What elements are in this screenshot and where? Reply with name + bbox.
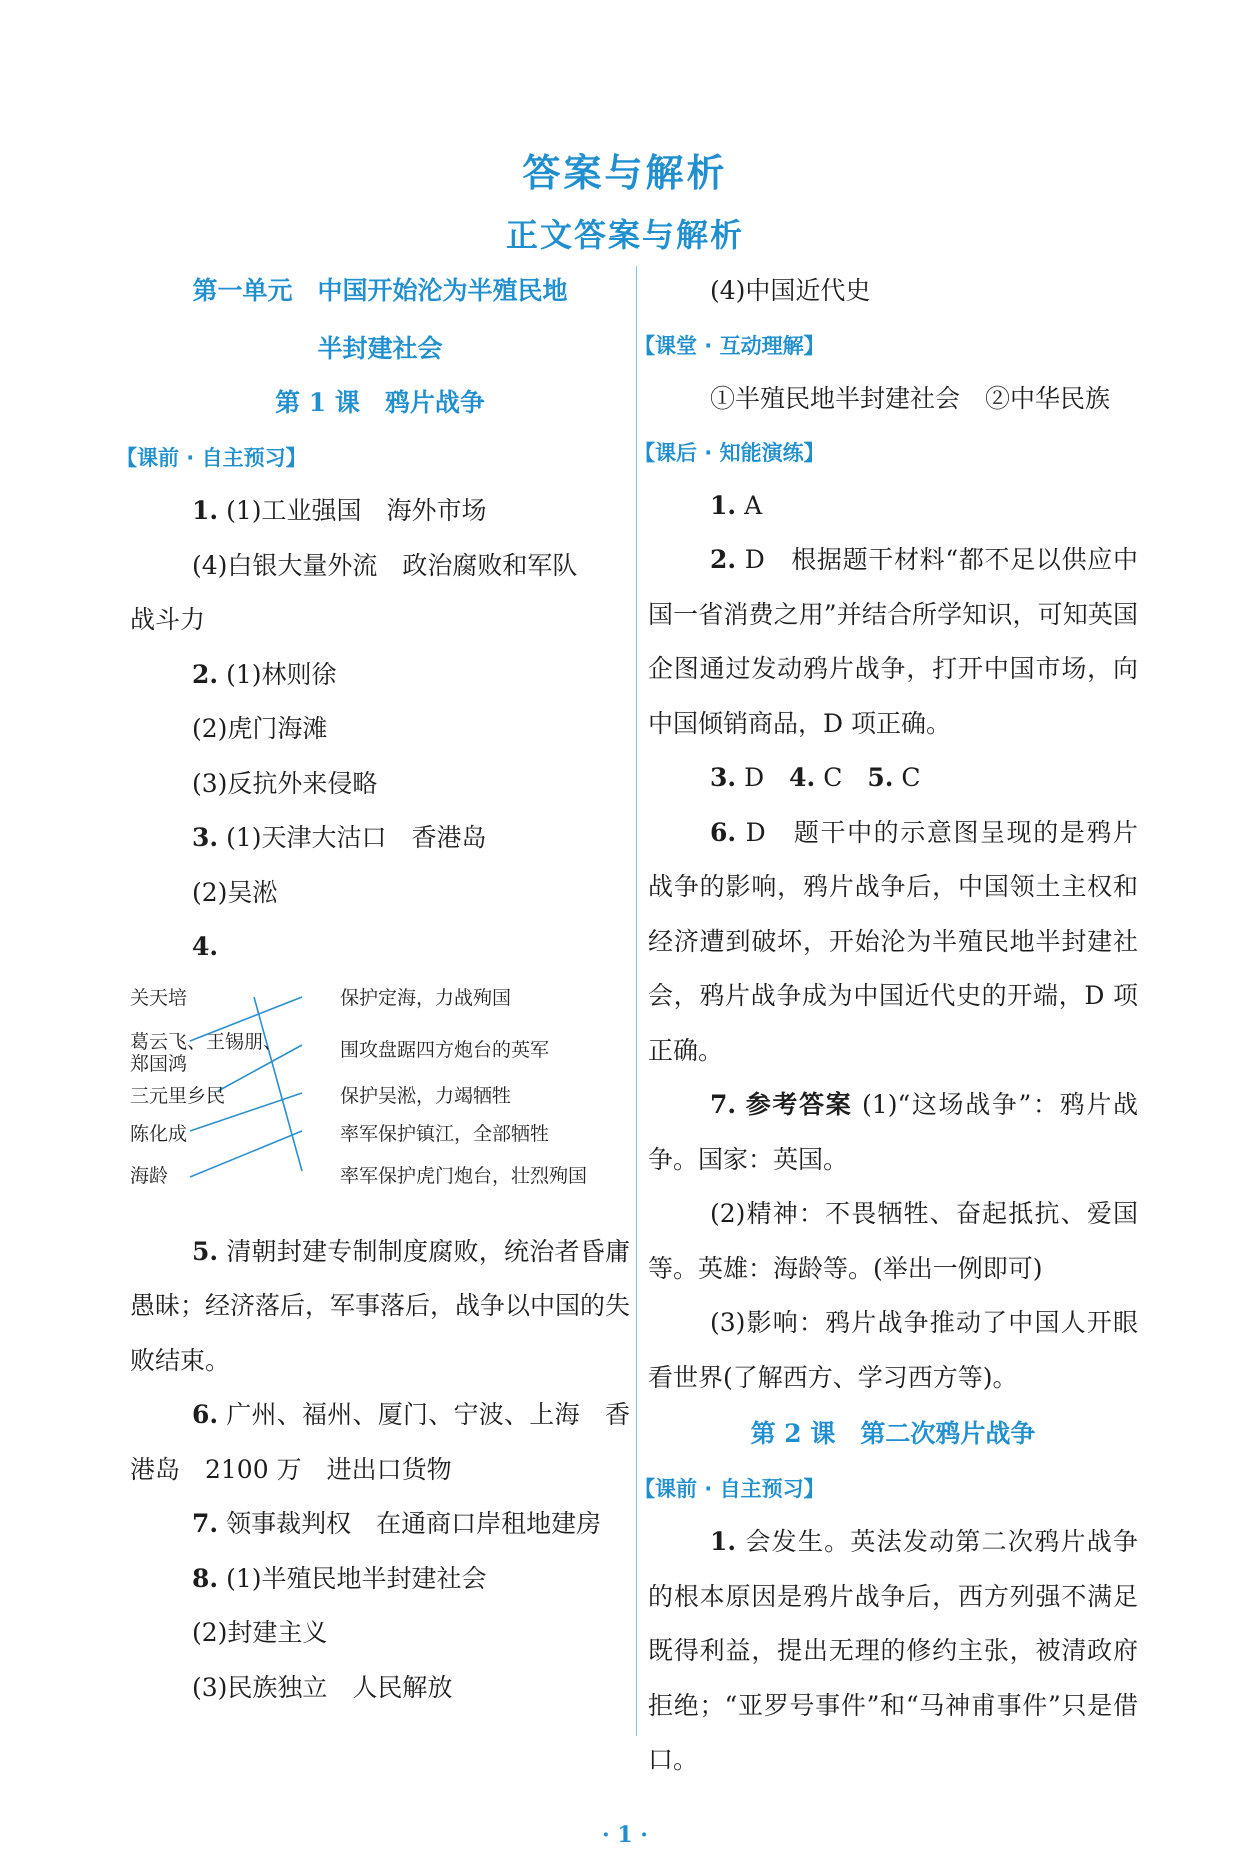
lesson-title: 第 1 课 鸦片战争 [275, 388, 485, 417]
answer-2-line: (2)虎门海滩 [192, 714, 328, 743]
practice-answer-1: 1. A [710, 490, 763, 520]
match-right-item: 率军保护镇江，全部牺牲 [340, 1122, 550, 1145]
answer-2: 2. (1)林则徐 [192, 659, 337, 689]
match-left-item: 郑国鸿 [130, 1052, 188, 1075]
section-label-after: 【课后 · 知能演练】 [634, 440, 825, 465]
lesson-title-2: 第 2 课 第二次鸦片战争 [750, 1419, 1036, 1448]
practice-answer-2: 2. D 根据题干材料“都不足以供应中国一省消费之用”并结合所学知识，可知英国企图通过发动鸦片战争，打开中国市场，向中国倾销商品，D 项正确。 [648, 545, 1139, 738]
answer-4: 4. [192, 932, 219, 961]
answer-2-line: (3)反抗外来侵略 [192, 768, 378, 798]
practice-answers-3-5: 3. D 4. C 5. C [710, 763, 921, 792]
match-left-item: 三元里乡民 [130, 1084, 226, 1107]
practice-answer-7: 7. 参考答案 (1)“这场战争”：鸦片战争。国家：英国。 [648, 1090, 1138, 1174]
section-label-class: 【课堂 · 互动理解】 [634, 334, 825, 358]
practice-answer-7-part: (2)精神：不畏牺牲、奋起抵抗、爱国等。英雄：海龄等。(举出一例即可) [648, 1199, 1138, 1283]
match-right-item: 保护吴淞，力竭牺牲 [340, 1084, 512, 1107]
match-left-item: 葛云飞、王锡朋、 [130, 1030, 283, 1053]
page-number: · 1 · [602, 1822, 648, 1848]
section-label-preview: 【课前 · 自主预习】 [116, 446, 307, 470]
column-divider [636, 266, 637, 1736]
answer-3: 3. (1)天津大沽口 香港岛 [192, 823, 487, 852]
answer-8-line: (4)中国近代史 [710, 276, 871, 305]
section-label-preview-2: 【课前 · 自主预习】 [634, 1477, 825, 1501]
answer-8-line: (2)封建主义 [192, 1618, 328, 1647]
unit-title: 第一单元 中国开始沦为半殖民地 [192, 276, 568, 305]
match-line [254, 997, 302, 1171]
answer-6: 6. 广州、福州、厦门、宁波、上海 香港岛 2100 万 进出口货物 [130, 1400, 630, 1484]
practice-answer-7-part: (3)影响：鸦片战争推动了中国人开眼看世界(了解西方、学习西方等)。 [648, 1308, 1138, 1392]
answer-5: 5. 清朝封建专制制度腐败，统治者昏庸愚昧；经济落后，军事落后，战争以中国的失败结束。 [130, 1236, 631, 1375]
answer-3-line: (2)吴淞 [192, 877, 278, 907]
match-right-item: 围攻盘踞四方炮台的英军 [340, 1038, 550, 1061]
answer-1: 1. (1)工业强国 海外市场 [192, 496, 487, 525]
right-column [634, 262, 1139, 1788]
match-left-item: 关天培 [130, 986, 188, 1009]
practice-answer-6: 6. D 题干中的示意图呈现的是鸦片战争的影响，鸦片战争后，中国领土主权和经济遭到破坏，开始沦为半殖民地半封建社会，鸦片战争成为中国近代史的开端，D 项正确。 [648, 817, 1138, 1065]
match-right-item: 保护定海，力战殉国 [340, 986, 512, 1009]
preview-answer-1: 1. 会发生。英法发动第二次鸦片战争的根本原因是鸦片战争后，西方列强不满足既得利益，提出无理的修约主张，被清政府拒绝；“亚罗号事件”和“马神甫事件”只是借口。 [648, 1527, 1138, 1774]
matching-diagram [130, 981, 630, 1221]
match-left-item: 陈化成 [130, 1122, 188, 1145]
match-left-item: 海龄 [130, 1164, 169, 1187]
match-line [190, 1131, 302, 1177]
page-title: 答案与解析 [522, 151, 728, 195]
class-answer: ①半殖民地半封建社会 ②中华民族 [710, 384, 1111, 413]
unit-title-line2: 半封建社会 [317, 334, 443, 363]
page-subtitle: 正文答案与解析 [505, 216, 744, 254]
answer-8-line: (3)民族独立 人民解放 [192, 1672, 453, 1702]
answer-1-line: (4)白银大量外流 政治腐败和军队 [192, 550, 578, 580]
left-column [116, 262, 631, 1715]
answer-8: 8. (1)半殖民地半封建社会 [192, 1563, 487, 1593]
match-right-item: 率军保护虎门炮台，壮烈殉国 [340, 1164, 588, 1187]
answer-7: 7. 领事裁判权 在通商口岸租地建房 [192, 1509, 602, 1538]
answer-1-line: 战斗力 [130, 605, 206, 634]
